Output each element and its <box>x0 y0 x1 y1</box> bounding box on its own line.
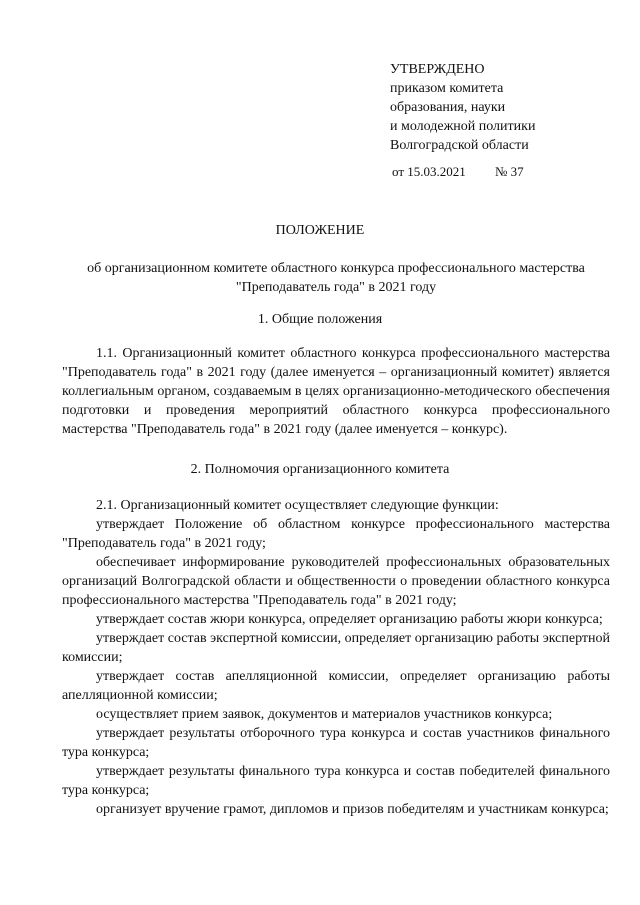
order-date: 15.03.2021 <box>407 164 466 179</box>
list-item: осуществляет прием заявок, документов и материалов участников конкурса; <box>96 707 553 722</box>
approval-line: приказом комитета <box>390 81 504 96</box>
order-reference <box>392 164 524 180</box>
list-item: утверждает Положение об областном конкурсе профессионального мастерства "Преподаватель года" в 2021 году; <box>62 517 610 551</box>
list-item: обеспечивает информирование руководителей профессиональных образовательных организаций Волгоградской области и общественности о проведении областного конкурса профессионального мастерства "Преподаватель года" в 2021 году; <box>62 555 610 608</box>
list-item: утверждает состав апелляционной комиссии, определяет организацию работы апелляционной комиссии; <box>62 669 610 703</box>
approval-line: Волгоградской области <box>390 138 529 153</box>
order-number: № 37 <box>495 164 524 179</box>
document-subtitle: об организационном комитете областного конкурса профессионального мастерства "Преподаватель года" в 2021 году <box>87 261 585 295</box>
list-item: утверждает состав жюри конкурса, определяет организацию работы жюри конкурса; <box>96 612 603 627</box>
list-item: организует вручение грамот, дипломов и призов победителям и участникам конкурса; <box>96 802 609 817</box>
powers-list <box>62 496 610 819</box>
paragraph-2-1-lead: 2.1. Организационный комитет осуществляет следующие функции: <box>96 498 499 513</box>
section-heading-general: 1. Общие положения <box>257 312 383 327</box>
approval-line: образования, науки <box>390 100 506 115</box>
approval-stamp <box>390 60 535 155</box>
list-item: утверждает результаты финального тура конкурса и состав победителей финального тура конкурса; <box>62 764 610 798</box>
paragraph-1-1: 1.1. Организационный комитет областного конкурса профессионального мастерства "Преподаватель года" в 2021 году (далее именуется – организационный комитет) является коллегиальным органом, создаваемым в целях организационно-методического обеспечения подготовки и проведения мероприятий областного конкурса профессионального мастерства "Преподаватель года" в 2021 году (далее именуется – конкурс). <box>62 346 610 437</box>
order-date-prefix: от <box>392 164 405 179</box>
section-heading-powers: 2. Полномочия организационного комитета <box>190 462 450 477</box>
list-item: утверждает результаты отборочного тура конкурса и состав участников финального тура конкурса; <box>62 726 610 760</box>
approval-heading: УТВЕРЖДЕНО <box>390 62 485 77</box>
approval-line: и молодежной политики <box>390 119 536 134</box>
list-item: утверждает состав экспертной комиссии, определяет организацию работы экспертной комиссии; <box>62 631 610 665</box>
document-title: ПОЛОЖЕНИЕ <box>275 223 365 238</box>
